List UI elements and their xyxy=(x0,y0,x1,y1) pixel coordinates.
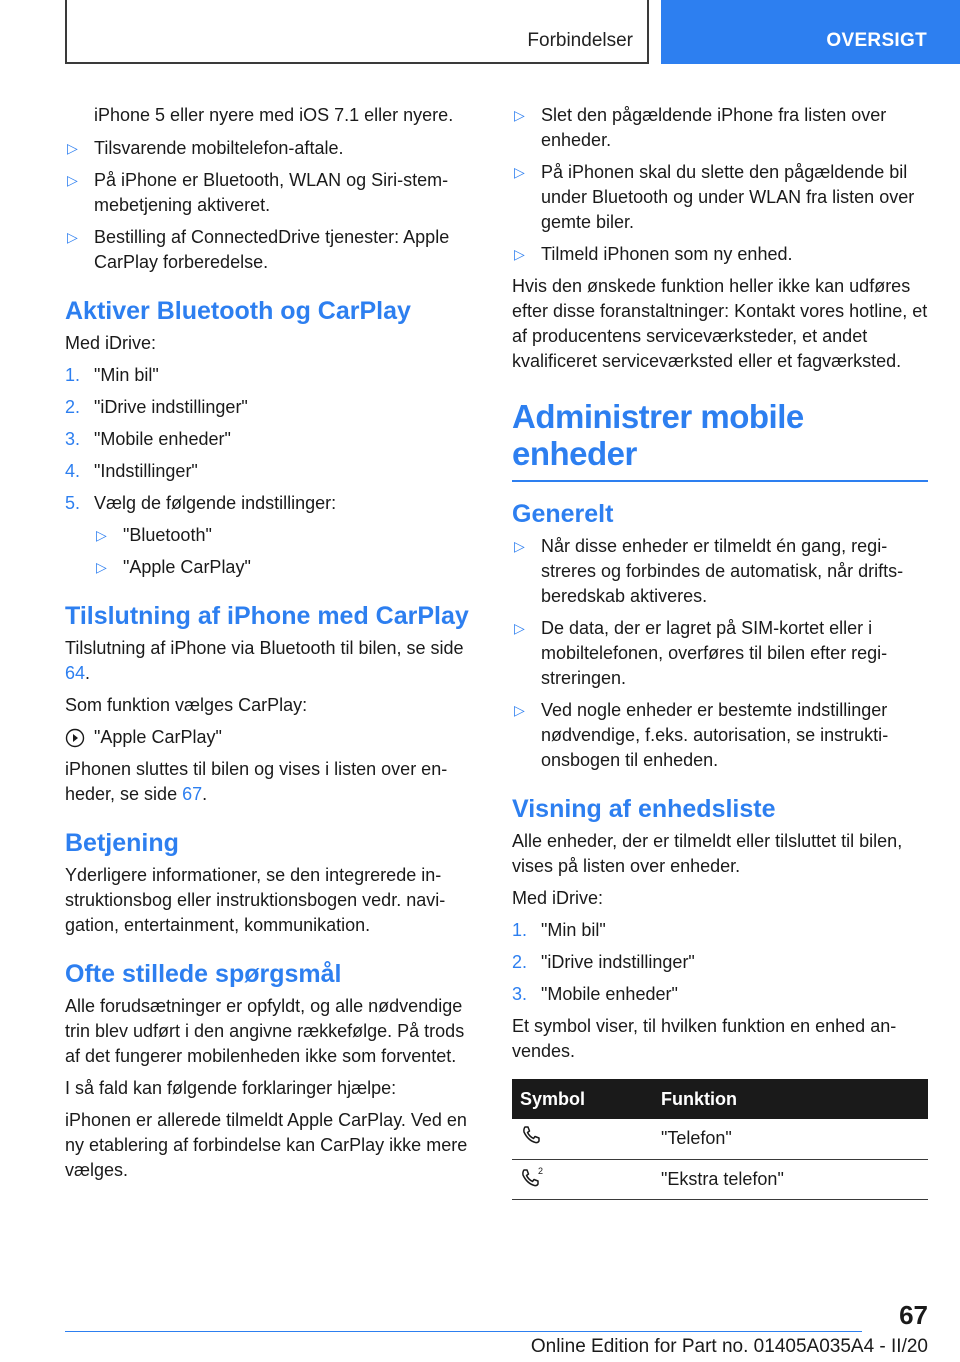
page-link[interactable]: 64 xyxy=(65,663,86,683)
symbol-table xyxy=(512,1079,928,1200)
with-idrive-label: Med iDrive: xyxy=(512,888,604,908)
heading-operate: Betjening xyxy=(65,829,179,857)
list-item: ▷ Bestilling af ConnectedDrive tjenester: Apple CarPlay forberedelse. xyxy=(65,225,478,275)
step-item: 1. "Min bil" xyxy=(65,365,159,385)
list-item: ▷ "Bluetooth" xyxy=(65,523,478,548)
footer-divider xyxy=(65,1331,862,1332)
faq-help: I så fald kan følgende forklaringer hjælpe: xyxy=(65,1078,397,1098)
triangle-bullet-icon: ▷ xyxy=(514,164,525,180)
menu-arrow-icon xyxy=(65,728,85,748)
table-header-row xyxy=(512,1079,928,1119)
table-row xyxy=(512,1119,928,1159)
contact-text: Hvis den ønskede funktion heller ikke kan udføres efter disse foranstaltninger: Kontakt vores hotline, et af producentens serviceværksteder, et andet kvalificeret serviceværksted eller et fagværksted. xyxy=(512,276,928,371)
list-item: ▷ Når disse enheder er tilmeldt én gang, registreres og forbindes de automatisk, når driftsberedskab aktiveres. xyxy=(512,534,928,609)
list-item: ▷ På iPhonen skal du slette den pågældende bil under Bluetooth og under WLAN fra listen over gemte biler. xyxy=(512,160,928,235)
heading-activate: Aktiver Bluetooth og CarPlay xyxy=(65,297,411,325)
triangle-bullet-icon: ▷ xyxy=(96,527,107,543)
triangle-bullet-icon: ▷ xyxy=(67,172,78,188)
triangle-bullet-icon: ▷ xyxy=(514,620,525,636)
list-item: ▷ De data, der er lagret på SIM-kortet eller i mobiltelefonen, overføres til bilen efter registreringen. xyxy=(512,616,928,691)
page-link[interactable]: 67 xyxy=(182,784,203,804)
column-header-symbol: Symbol xyxy=(512,1079,653,1119)
heading-connect: Tilslutning af iPhone med CarPlay xyxy=(65,602,469,630)
phone-icon xyxy=(520,1124,542,1146)
faq-answer: iPhonen er allerede tilmeldt Apple CarPlay. Ved en ny etablering af forbindelse kan CarPlay ikke mere vælges. xyxy=(65,1110,468,1180)
triangle-bullet-icon: ▷ xyxy=(514,107,525,123)
section-title: Forbindelser xyxy=(527,30,633,51)
step-item: 4. "Indstillinger" xyxy=(65,461,198,481)
heading-device-list: Visning af enhedsliste xyxy=(512,795,776,823)
list-item: ▷ Ved nogle enheder er bestemte indstillinger nødvendige, f.eks. autorisation, se instruktionsbogen til enheden. xyxy=(512,698,928,773)
step-item: 1. "Min bil" xyxy=(512,920,606,940)
step-item: 2. "iDrive indstillinger" xyxy=(512,952,695,972)
select-text: Som funktion vælges CarPlay: xyxy=(65,695,308,715)
triangle-bullet-icon: ▷ xyxy=(96,559,107,575)
phone-2-icon xyxy=(520,1165,546,1187)
list-text: Alle enheder, der er tilmeldt eller tilsluttet til bilen, vises på listen over enheder. xyxy=(512,831,903,876)
list-item: ▷ På iPhone er Bluetooth, WLAN og Siri-stemmebetjening aktiveret. xyxy=(65,168,478,218)
requirement-continuation: iPhone 5 eller nyere med iOS 7.1 eller nyere. xyxy=(94,105,454,125)
carplay-menu-item: "Apple CarPlay" xyxy=(65,725,478,750)
header-chapter-tab[interactable] xyxy=(661,0,960,64)
with-idrive-label: Med iDrive: xyxy=(65,333,157,353)
table-row xyxy=(512,1159,928,1199)
function-cell: "Ekstra telefon" xyxy=(653,1159,928,1199)
chapter-title: OVERSIGT xyxy=(826,30,927,51)
triangle-bullet-icon: ▷ xyxy=(67,140,78,156)
triangle-bullet-icon: ▷ xyxy=(514,702,525,718)
page-number: 67 xyxy=(899,1300,928,1330)
step-item: 3. "Mobile enheder" xyxy=(65,429,231,449)
triangle-bullet-icon: ▷ xyxy=(514,246,525,262)
svg-text:2: 2 xyxy=(538,1165,544,1176)
heading-admin: Administrer mobile enheder xyxy=(512,398,928,482)
faq-text: Alle forudsætninger er opfyldt, og alle nødvendige trin blev udført i den angivne rækkefølge. På trods af det fungerer mobilenheden ikke som forventet. xyxy=(65,996,465,1066)
triangle-bullet-icon: ▷ xyxy=(514,538,525,554)
step-item: 3. "Mobile enheder" xyxy=(512,984,678,1004)
result-text: iPhonen sluttes til bilen og vises i listen over enheder, se side 67. xyxy=(65,759,448,804)
step-item: 2. "iDrive indstillinger" xyxy=(65,397,248,417)
list-item: ▷ "Apple CarPlay" xyxy=(65,555,478,580)
triangle-bullet-icon: ▷ xyxy=(67,229,78,245)
header-section-box xyxy=(65,0,649,64)
heading-general: Generelt xyxy=(512,500,614,528)
column-header-function: Funktion xyxy=(653,1079,928,1119)
list-item: ▷ Tilsvarende mobiltelefon-aftale. xyxy=(65,136,478,161)
list-item: ▷ Slet den pågældende iPhone fra listen over enheder. xyxy=(512,103,928,153)
connect-text: Tilslutning af iPhone via Bluetooth til bilen, se side 64. xyxy=(65,638,464,683)
operate-text: Yderligere informationer, se den integrerede instruktionsbog eller instruktionsbogen vedr. navigation, entertainment, kommunikation. xyxy=(65,865,446,935)
symbol-text: Et symbol viser, til hvilken funktion en enhed anvendes. xyxy=(512,1016,897,1061)
heading-faq: Ofte stillede spørgsmål xyxy=(65,960,342,988)
step-item: 5. Vælg de følgende indstillinger: xyxy=(65,493,337,513)
function-cell: "Telefon" xyxy=(653,1119,928,1159)
list-item: ▷ Tilmeld iPhonen som ny enhed. xyxy=(512,242,928,267)
right-column xyxy=(512,103,928,1200)
left-column xyxy=(65,103,478,1190)
edition-footer: Online Edition for Part no. 01405A035A4 - II/20 xyxy=(530,1336,928,1357)
